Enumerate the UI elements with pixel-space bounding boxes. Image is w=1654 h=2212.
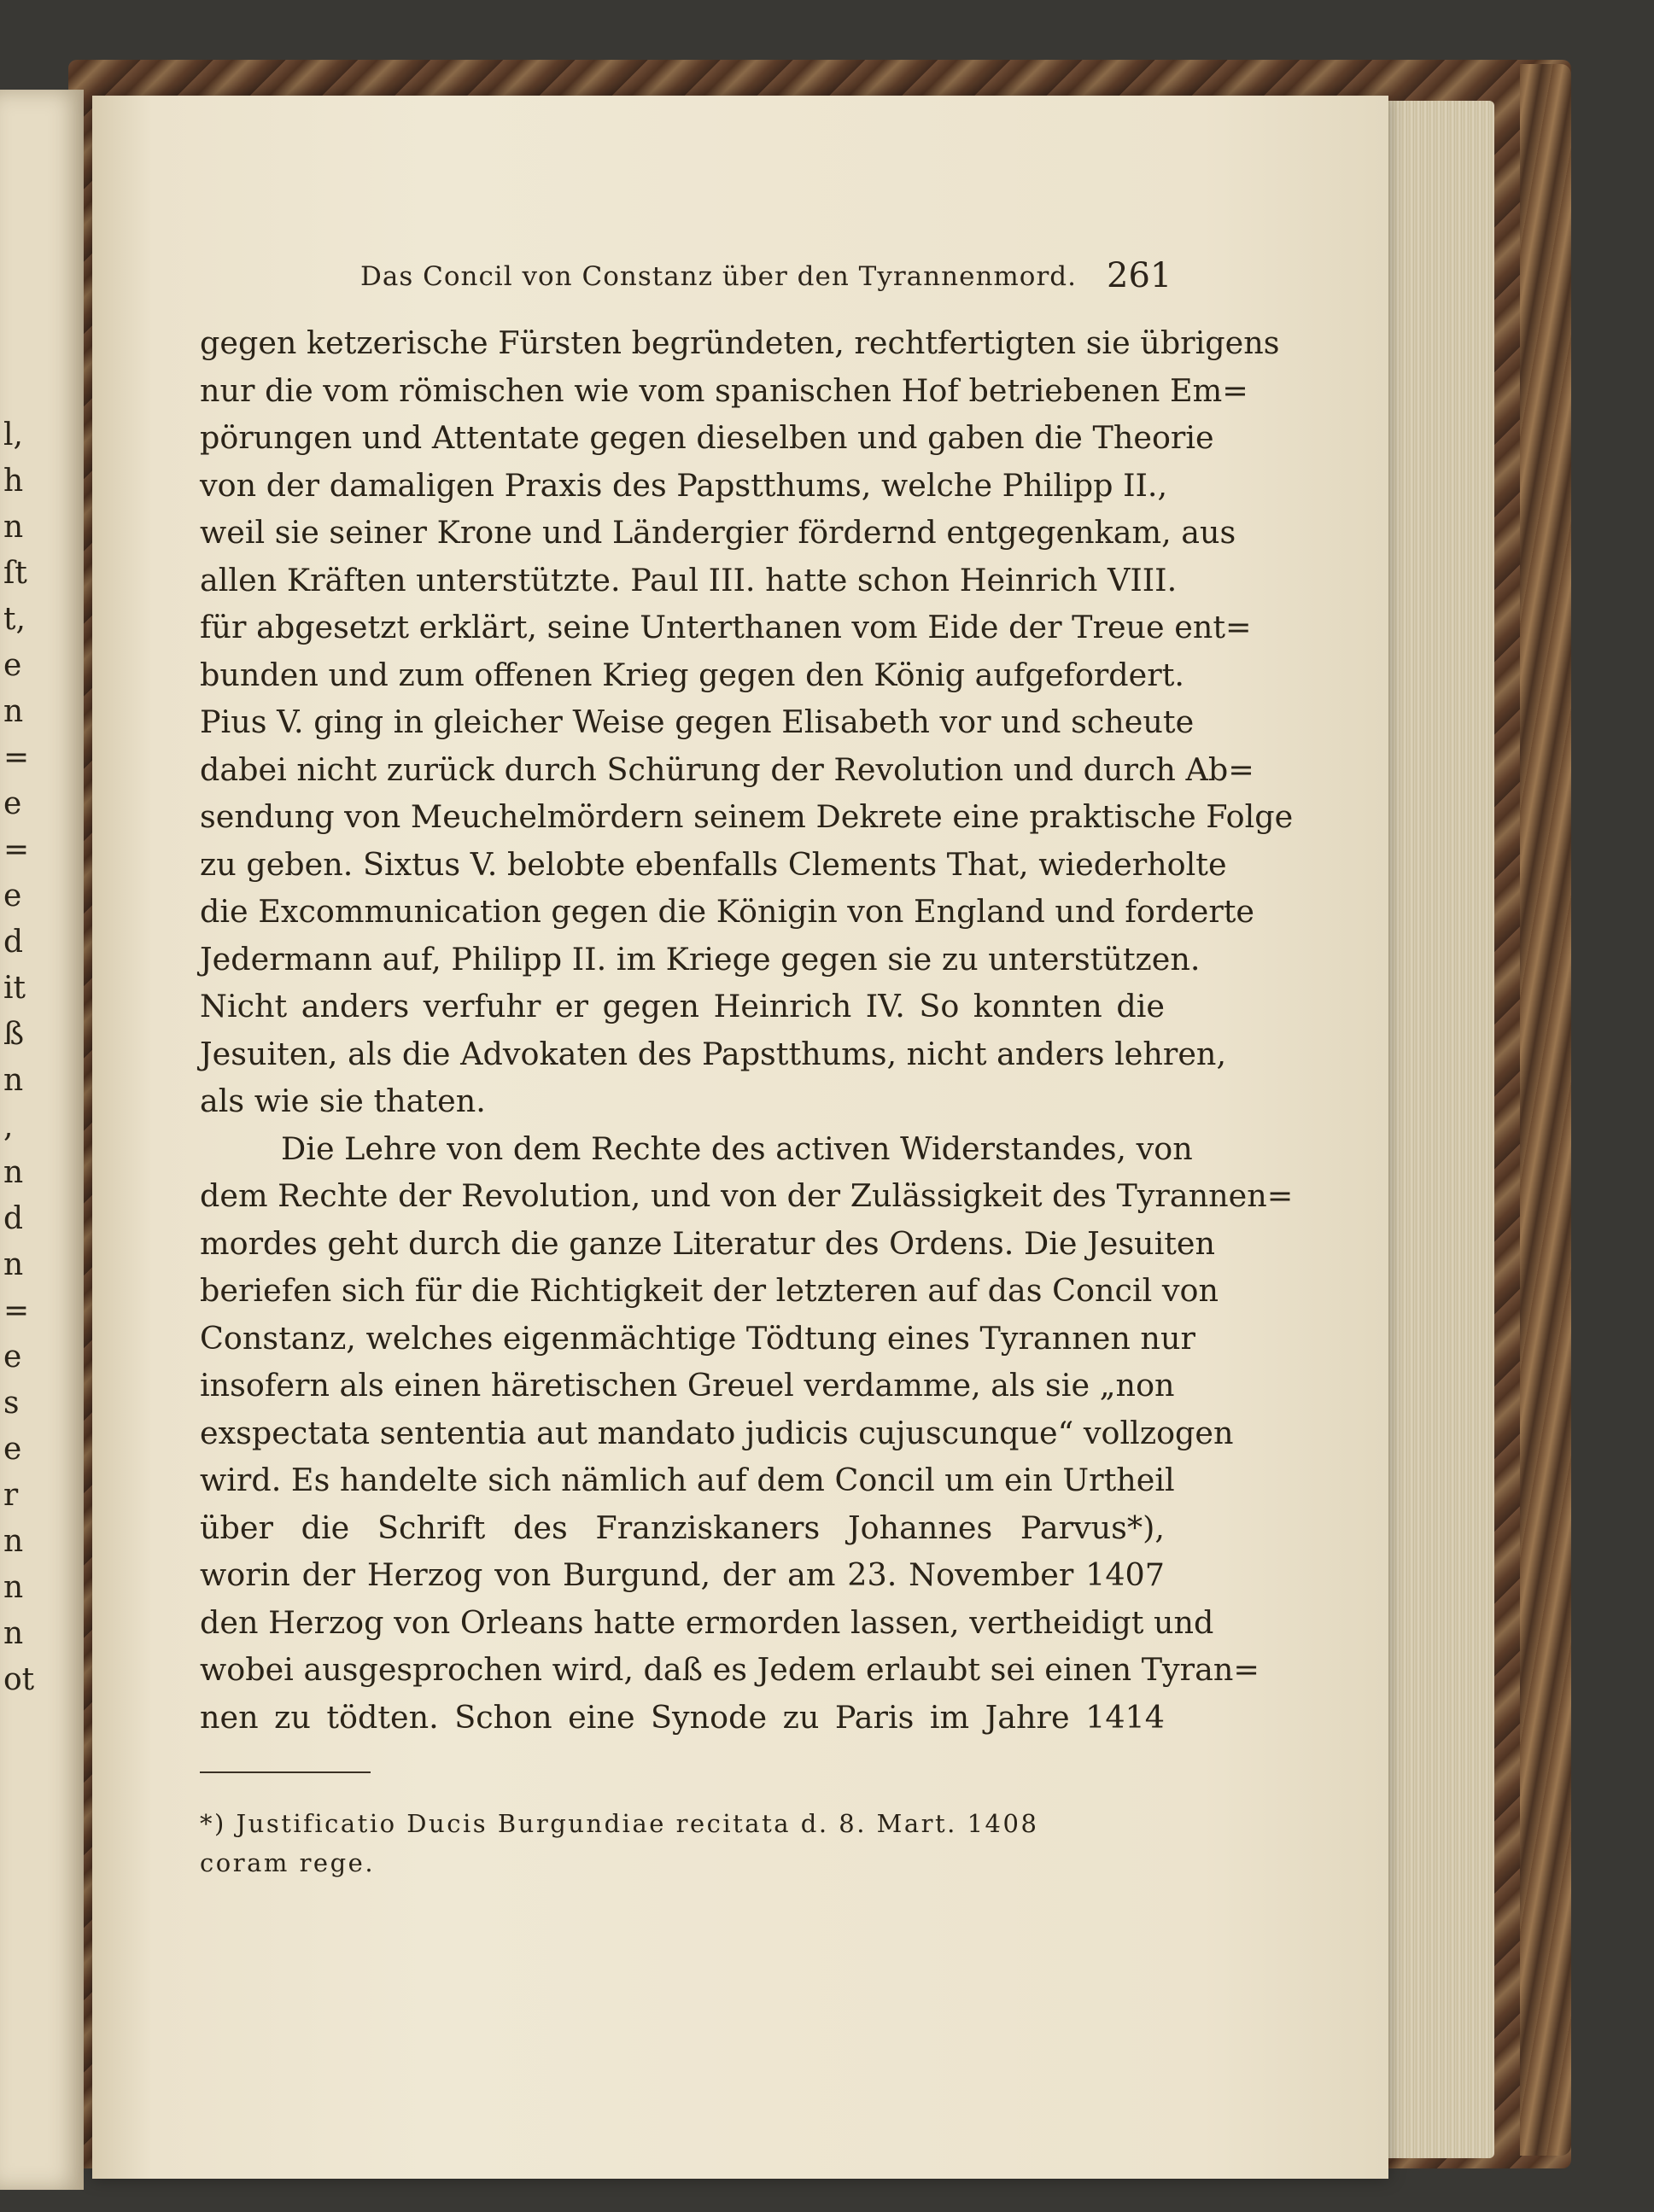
- text-line: insofern als einen häretischen Greuel verdamme, als sie „non: [200, 1367, 1175, 1404]
- left-fragment: d: [3, 1201, 24, 1236]
- text-line: gegen ketzerische Fürsten begründeten, rechtfertigten sie übrigens: [200, 324, 1280, 361]
- text-line: die Excommunication gegen die Königin von England und forderte: [200, 893, 1255, 930]
- text-line: pörungen und Attentate gegen dieselben und gaben die Theorie: [200, 419, 1214, 456]
- text-line: Jedermann auf, Philipp II. im Kriege gegen sie zu unterstützen.: [200, 940, 1201, 978]
- left-fragment: n: [3, 1570, 24, 1605]
- text-line: über die Schrift des Franziskaners Johannes Parvus*),: [200, 1509, 1165, 1546]
- text-line: dabei nicht zurück durch Schürung der Revolution und durch Ab=: [200, 750, 1254, 788]
- left-fragment: n: [3, 1063, 24, 1098]
- text-line: bunden und zum offenen Krieg gegen den König aufgefordert.: [200, 656, 1184, 693]
- text-line: nen zu tödten. Schon eine Synode zu Paris im Jahre 1414: [200, 1698, 1165, 1736]
- text-line: den Herzog von Orleans hatte ermorden lassen, vertheidigt und: [200, 1603, 1214, 1641]
- left-fragment: d: [3, 925, 24, 960]
- text-line: für abgesetzt erklärt, seine Unterthanen vom Eide der Treue ent=: [200, 609, 1252, 645]
- left-fragment: ß: [3, 1017, 25, 1052]
- left-fragment: n: [3, 510, 24, 545]
- text-line: Nicht anders verfuhr er gegen Heinrich IV. So konnten die: [200, 988, 1165, 1024]
- left-fragment: ,: [3, 1109, 14, 1144]
- left-fragment: n: [3, 1247, 24, 1282]
- text-line: exspectata sententia aut mandato judicis cujuscunque“ vollzogen: [200, 1414, 1234, 1451]
- left-fragment: =: [3, 1293, 30, 1328]
- footnote: [200, 1804, 1160, 1882]
- left-page: [0, 90, 84, 2190]
- left-fragment: e: [3, 878, 22, 913]
- book-spine-edge: [1520, 64, 1571, 2156]
- text-line: dem Rechte der Revolution, und von der Zulässigkeit des Tyrannen=: [200, 1177, 1294, 1214]
- text-line: von der damaligen Praxis des Papstthums, welche Philipp II.,: [200, 466, 1168, 504]
- page-header: [266, 256, 1172, 307]
- left-fragment: n: [3, 1616, 24, 1651]
- left-fragment: h: [3, 464, 24, 499]
- left-fragment: r: [3, 1478, 19, 1513]
- text-line: wird. Es handelte sich nämlich auf dem Concil um ein Urtheil: [200, 1462, 1175, 1498]
- left-fragment: l,: [3, 417, 23, 452]
- text-line: wobei ausgesprochen wird, daß es Jedem erlaubt sei einen Tyran=: [200, 1651, 1259, 1688]
- footnote-rule: [200, 1771, 371, 1773]
- left-fragment: t,: [3, 602, 26, 637]
- page-number: 261: [1107, 256, 1172, 295]
- left-fragment: s: [3, 1386, 20, 1421]
- text-line: beriefen sich für die Richtigkeit der letzteren auf das Concil von: [200, 1272, 1219, 1309]
- paragraph-first-line: Die Lehre von dem Rechte des activen Widerstandes, von: [281, 1129, 1193, 1167]
- text-line: Constanz, welches eigenmächtige Tödtung eines Tyrannen nur: [200, 1319, 1195, 1357]
- text-line: allen Kräften unterstützte. Paul III. hatte schon Heinrich VIII.: [200, 561, 1178, 598]
- left-fragment: e: [3, 786, 22, 821]
- footnote-line: coram rege.: [200, 1848, 376, 1877]
- text-line: Pius V. ging in gleicher Weise gegen Elisabeth vor und scheute: [200, 703, 1195, 740]
- text-line: mordes geht durch die ganze Literatur des Ordens. Die Jesuiten: [200, 1224, 1216, 1262]
- left-fragment: it: [3, 971, 26, 1006]
- left-fragment: n: [3, 1524, 24, 1559]
- left-fragment: ot: [3, 1662, 35, 1697]
- footnote-line: *) Justificatio Ducis Burgundiae recitata d. 8. Mart. 1408: [200, 1809, 1039, 1838]
- text-line: worin der Herzog von Burgund, der am 23. November 1407: [200, 1556, 1165, 1593]
- left-fragment: e: [3, 1432, 22, 1467]
- body-text: [200, 319, 1294, 1741]
- text-line: Jesuiten, als die Advokaten des Papstthums, nicht anders lehren,: [200, 1035, 1227, 1072]
- paragraph-end-line: als wie sie thaten.: [200, 1083, 486, 1119]
- left-fragment: e: [3, 648, 22, 683]
- text-line: nur die vom römischen wie vom spanischen Hof betriebenen Em=: [200, 371, 1248, 409]
- left-fragment: n: [3, 1155, 24, 1190]
- left-page-text-fragments: [3, 412, 46, 1703]
- left-fragment: ſt: [3, 556, 27, 591]
- text-line: zu geben. Sixtus V. belobte ebenfalls Clements That, wiederholte: [200, 845, 1227, 883]
- left-fragment: =: [3, 832, 30, 867]
- left-fragment: e: [3, 1339, 22, 1374]
- text-line: weil sie seiner Krone und Ländergier fördernd entgegenkam, aus: [200, 514, 1236, 551]
- left-fragment: =: [3, 740, 30, 775]
- running-title: Das Concil von Constanz über den Tyrannenmord.: [360, 261, 1077, 292]
- text-line: sendung von Meuchelmördern seinem Dekrete eine praktische Folge: [200, 798, 1294, 835]
- left-fragment: n: [3, 694, 24, 729]
